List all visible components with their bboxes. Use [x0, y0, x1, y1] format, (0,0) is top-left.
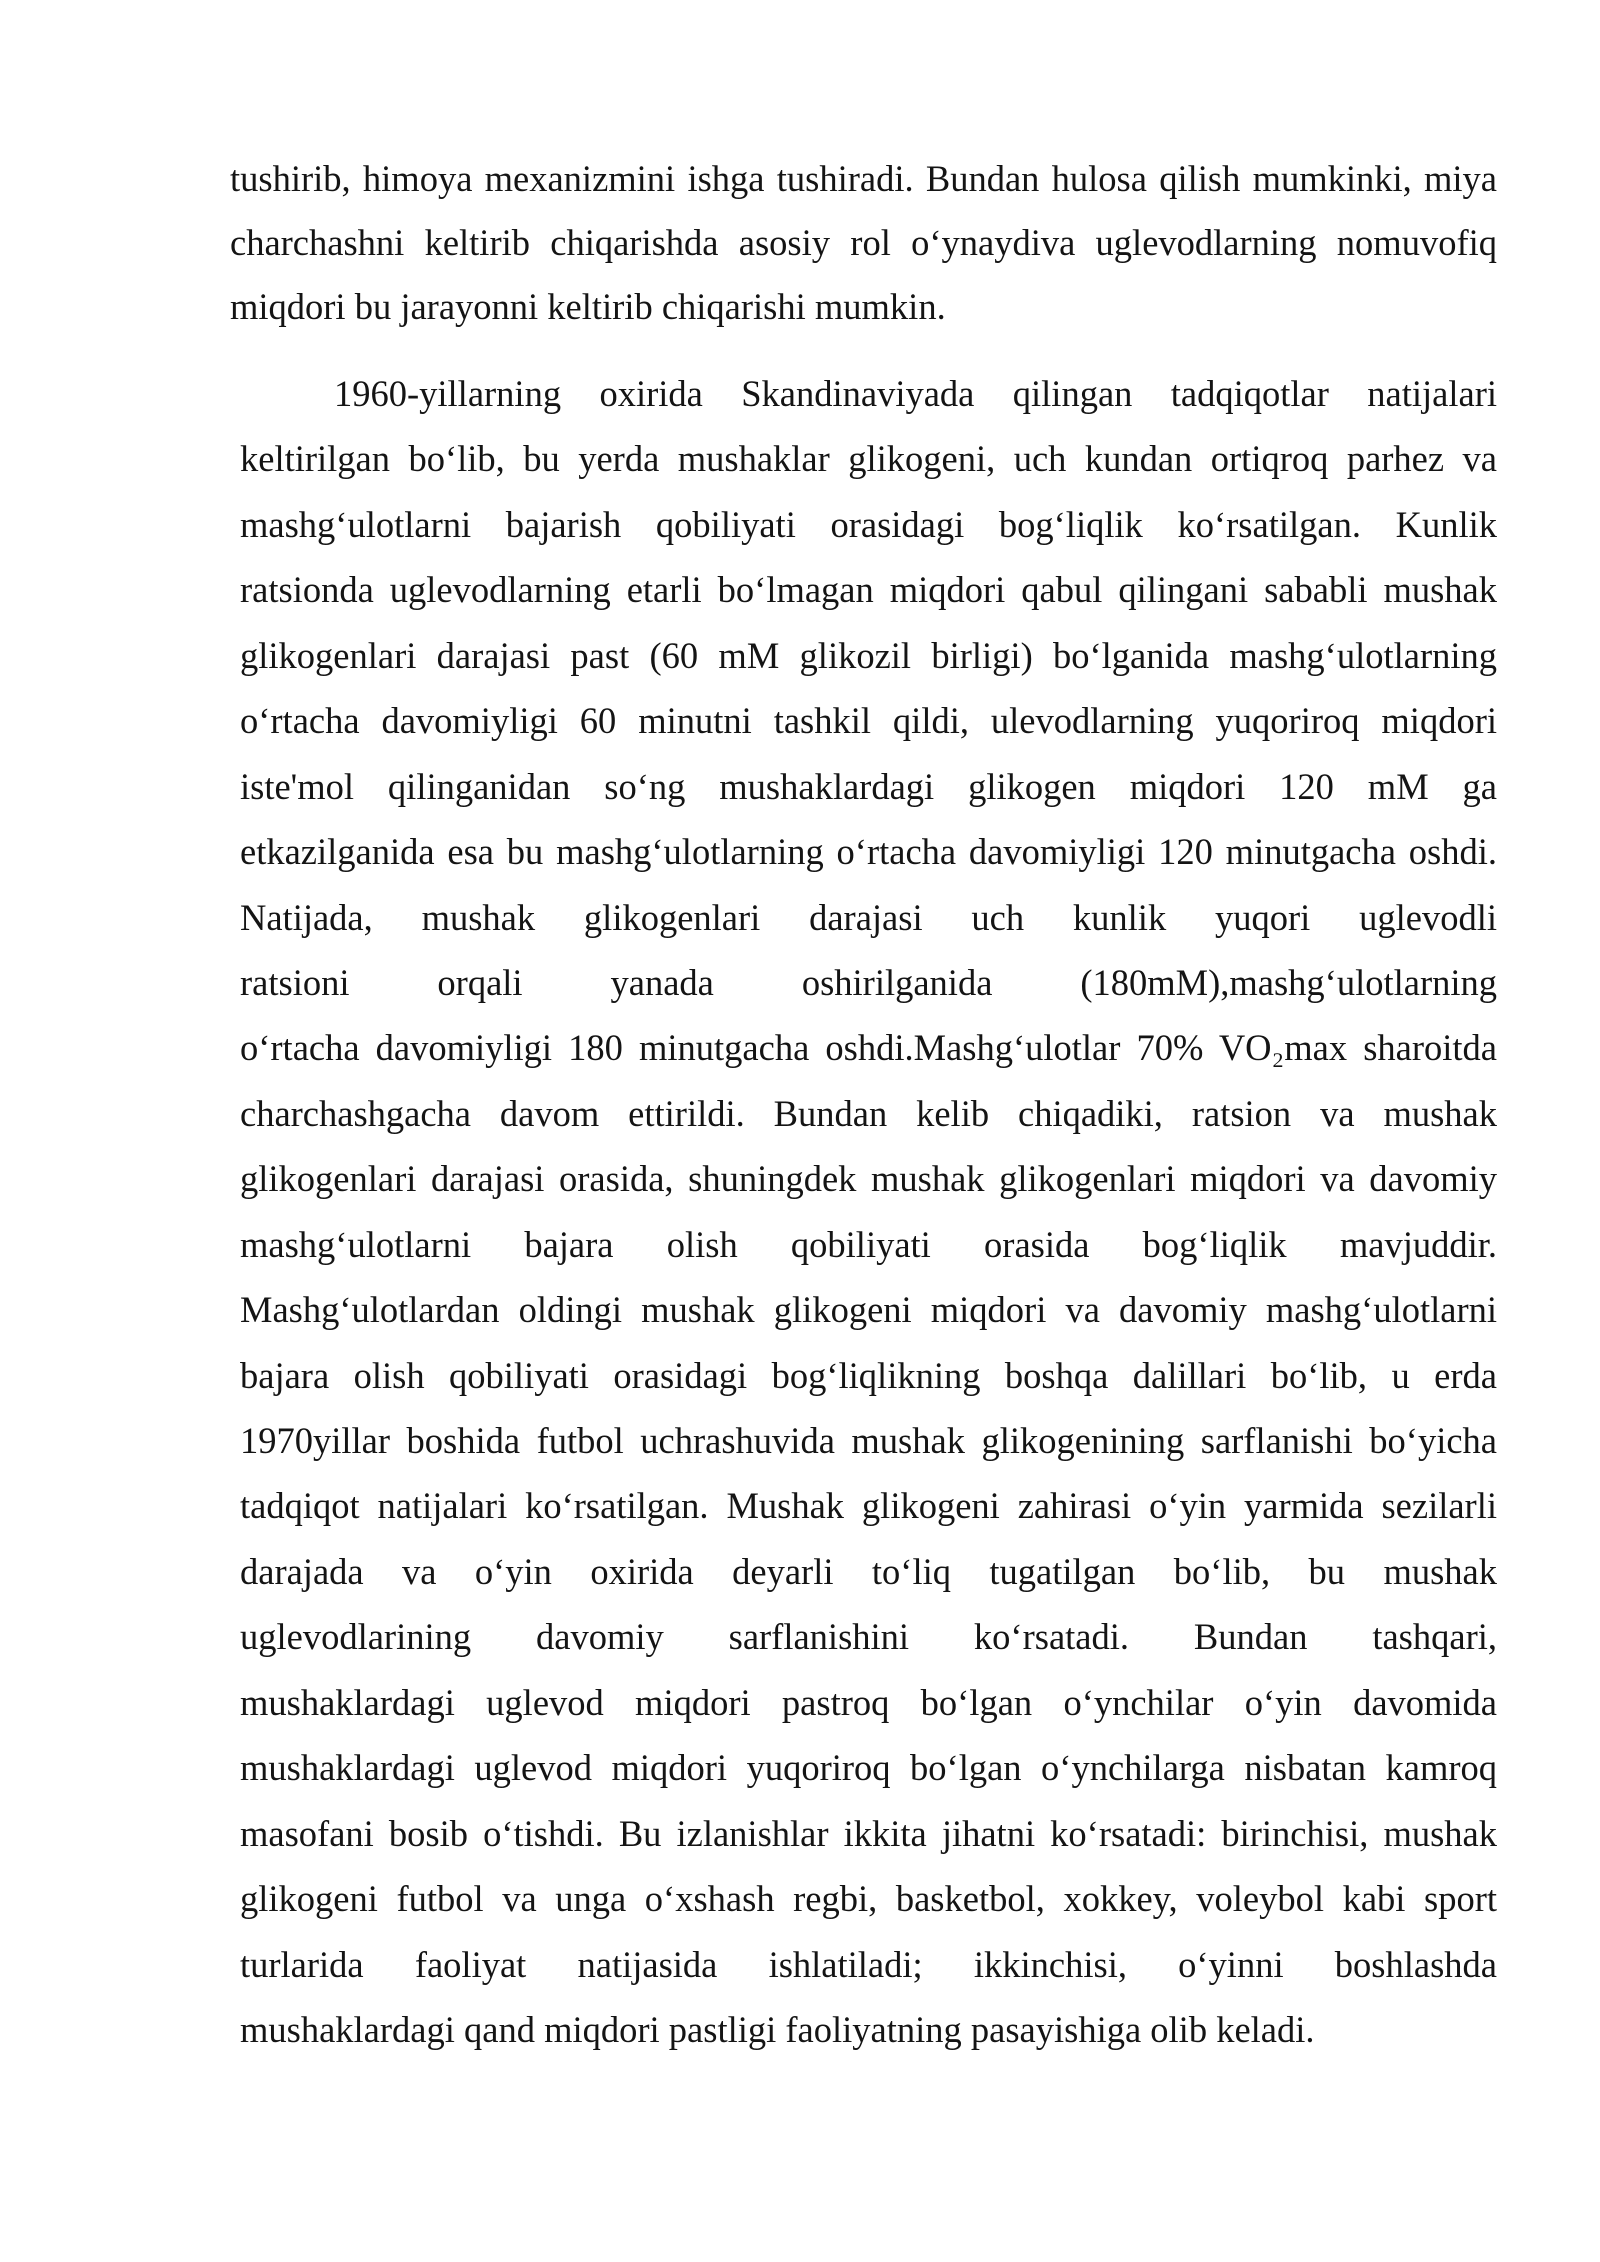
- text-line: glikogenlari darajasi orasida, shuningdek mushak glikogenlari miqdori va davomiy: [240, 1158, 1497, 1200]
- text-line: darajada va o‘yin oxirida deyarli to‘liq tugatilgan bo‘lib, bu mushak: [240, 1550, 1497, 1592]
- text-line: turlarida faoliyat natijasida ishlatiladi; ikkinchisi, o‘yinni boshlashda: [240, 1943, 1497, 1985]
- text-line: keltirilgan bo‘lib, bu yerda mushaklar glikogeni, uch kundan ortiqroq parhez va: [240, 438, 1497, 480]
- text-line: tushirib, himoya mexanizmini ishga tushiradi. Bundan hulosa qilish mumkinki, miya: [230, 158, 1497, 199]
- text-line: ratsioni orqali yanada oshirilganida (180mM),mashg‘ulotlarning: [240, 961, 1497, 1003]
- text-line: o‘rtacha davomiyligi 180 minutgacha oshdi.Mashg‘ulotlar 70% VO₂max sharoitda: [240, 1027, 1497, 1069]
- text-line: mushaklardagi qand miqdori pastligi faoliyatning pasayishiga olib keladi.: [240, 2008, 1315, 2050]
- text-line: uglevodlarining davomiy sarflanishini ko‘rsatadi. Bundan tashqari,: [240, 1616, 1497, 1658]
- text-line: Natijada, mushak glikogenlari darajasi uch kunlik yuqori uglevodli: [240, 896, 1497, 938]
- text-line: mushaklardagi uglevod miqdori pastroq bo‘lgan o‘ynchilar o‘yin davomida: [240, 1681, 1497, 1723]
- text-line: masofani bosib o‘tishdi. Bu izlanishlar ikkita jihatni ko‘rsatadi: birinchisi, mushak: [240, 1812, 1497, 1854]
- text-line: mashg‘ulotlarni bajara olish qobiliyati orasida bog‘liqlik mavjuddir.: [240, 1223, 1497, 1265]
- text-line: Mashg‘ulotlardan oldingi mushak glikogeni miqdori va davomiy mashg‘ulotlarni: [240, 1289, 1497, 1331]
- text-line: mashg‘ulotlarni bajarish qobiliyati orasidagi bog‘liqlik ko‘rsatilgan. Kunlik: [240, 503, 1497, 545]
- text-line: ratsionda uglevodlarning etarli bo‘lmagan miqdori qabul qilingani sababli mushak: [240, 569, 1497, 611]
- text-line: 1970yillar boshida futbol uchrashuvida mushak glikogenining sarflanishi bo‘yicha: [240, 1420, 1497, 1461]
- text-line: bajara olish qobiliyati orasidagi bog‘liqlikning boshqa dalillari bo‘lib, u erda: [240, 1354, 1497, 1396]
- text-line: miqdori bu jarayonni keltirib chiqarishi mumkin.: [230, 286, 946, 327]
- text-line: iste'mol qilinganidan so‘ng mushaklardagi glikogen miqdori 120 mM ga: [240, 765, 1497, 807]
- text-line: tadqiqot natijalari ko‘rsatilgan. Mushak glikogeni zahirasi o‘yin yarmida sezilarli: [240, 1485, 1497, 1527]
- text-line: charchashgacha davom ettirildi. Bundan kelib chiqadiki, ratsion va mushak: [240, 1092, 1497, 1134]
- text-line: mushaklardagi uglevod miqdori yuqoriroq bo‘lgan o‘ynchilarga nisbatan kamroq: [240, 1747, 1497, 1789]
- text-line: o‘rtacha davomiyligi 60 minutni tashkil qildi, ulevodlarning yuqoriroq miqdori: [240, 700, 1497, 742]
- text-line: glikogeni futbol va unga o‘xshash regbi, basketbol, xokkey, voleybol kabi sport: [240, 1878, 1497, 1920]
- paragraph: [230, 147, 1497, 339]
- text-line: etkazilganida esa bu mashg‘ulotlarning o‘rtacha davomiyligi 120 minutgacha oshdi.: [240, 831, 1497, 873]
- text-line: glikogenlari darajasi past (60 mM glikozil birligi) bo‘lganida mashg‘ulotlarning: [240, 634, 1497, 676]
- text-line: 1960-yillarning oxirida Skandinaviyada qilingan tadqiqotlar natijalari: [334, 373, 1497, 414]
- paragraph: [240, 361, 1497, 2062]
- text-line: charchashni keltirib chiqarishda asosiy rol o‘ynaydiva uglevodlarning nomuvofiq: [230, 222, 1497, 263]
